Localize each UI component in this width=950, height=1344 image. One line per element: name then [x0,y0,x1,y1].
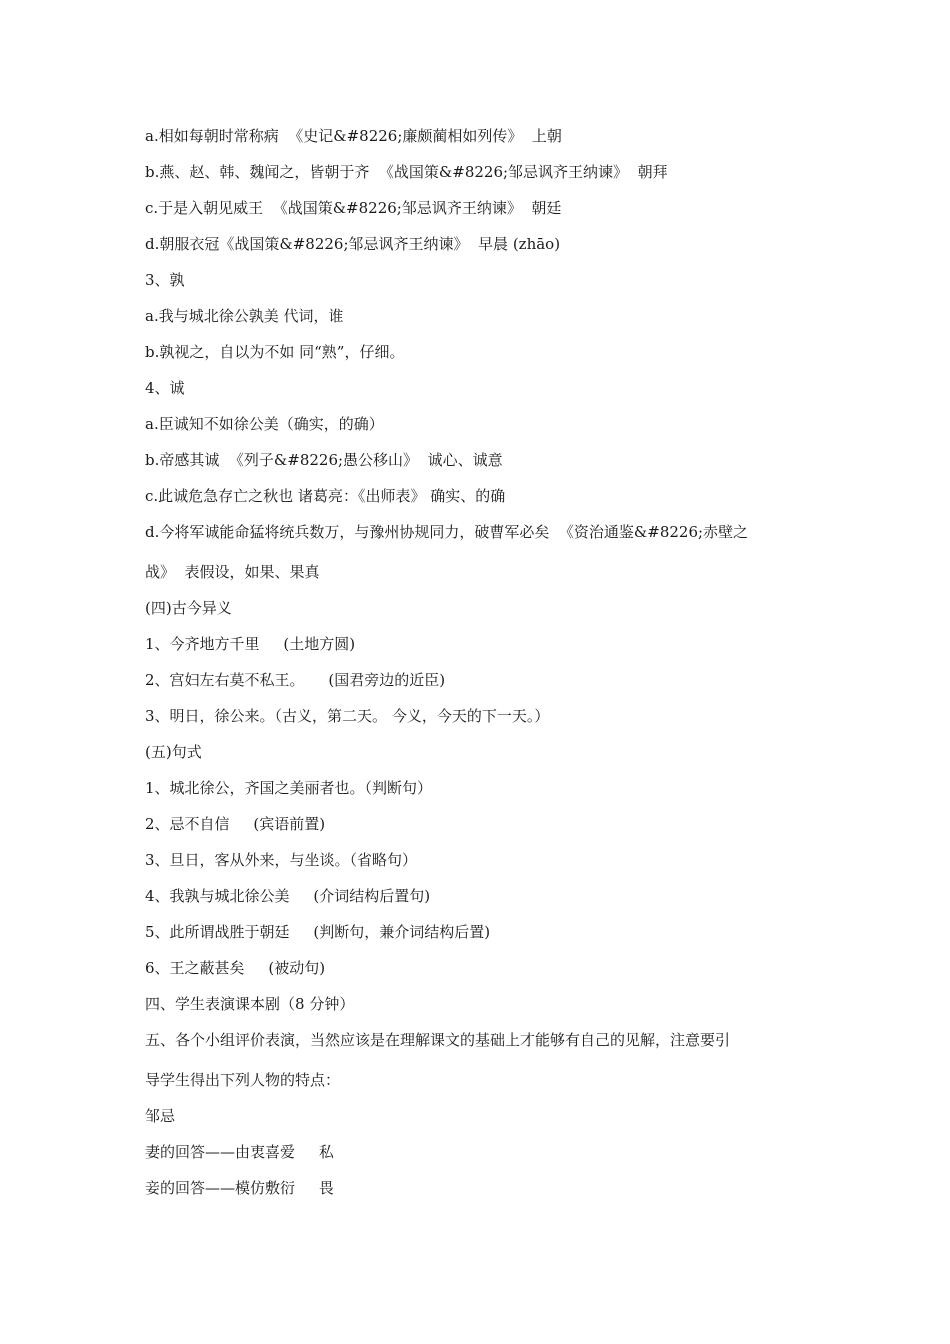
section-heading: 3、孰 [145,271,185,289]
text-line: b.帝感其诚 《列子&#8226;愚公移山》 诚心、诚意 [145,451,503,469]
text-line: 五、各个小组评价表演，当然应该是在理解课文的基础上才能够有自己的见解，注意要引 [145,1031,731,1049]
text-line: 妾的回答——模仿敷衍 畏 [145,1179,334,1197]
text-line: 1、城北徐公，齐国之美丽者也。（判断句） [145,779,433,797]
text-line: 导学生得出下列人物的特点： [145,1071,341,1089]
section-heading: 4、诚 [145,379,185,397]
text-line: 妻的回答——由衷喜爱 私 [145,1143,334,1161]
text-line: 邹忌 [145,1107,176,1125]
text-line: a.相如每朝时常称病 《史记&#8226;廉颇蔺相如列传》 上朝 [145,127,562,145]
text-line: 战》 表假设，如果、果真 [145,563,320,581]
text-line: 2、宫妇左右莫不私王。 (国君旁边的近臣) [145,671,446,689]
section-heading: 四、学生表演课本剧（8 分钟） [145,995,355,1013]
text-line: d.朝服衣冠《战国策&#8226;邹忌讽齐王纳谏》 早晨 (zhāo) [145,235,561,253]
section-heading: (四)古今异义 [145,599,232,617]
text-line: b.燕、赵、韩、魏闻之，皆朝于齐 《战国策&#8226;邹忌讽齐王纳谏》 朝拜 [145,163,668,181]
text-line: 6、王之蔽甚矣 (被动句) [145,959,326,977]
text-line: 1、今齐地方千里 (土地方圆) [145,635,356,653]
text-line: 4、我孰与城北徐公美 (介词结构后置句) [145,887,431,905]
text-line: 5、此所谓战胜于朝廷 (判断句，兼介词结构后置) [145,923,491,941]
section-heading: (五)句式 [145,743,202,761]
text-line: d.今将军诚能命猛将统兵数万，与豫州协规同力，破曹军必矣 《资治通鉴&#8226;赤壁之 [145,523,749,541]
text-line: 2、忌不自信 (宾语前置) [145,815,326,833]
text-line: a.臣诚知不如徐公美（确实，的确） [145,415,384,433]
text-line: b.孰视之，自以为不如 同“熟”，仔细。 [145,343,405,361]
text-line: c.于是入朝见威王 《战国策&#8226;邹忌讽齐王纳谏》 朝廷 [145,199,562,217]
text-line: c.此诚危急存亡之秋也 诸葛亮：《出师表》 确实、的确 [145,487,506,505]
text-line: 3、旦日，客从外来，与坐谈。（省略句） [145,851,418,869]
text-line: a.我与城北徐公孰美 代词，谁 [145,307,344,325]
text-line: 3、明日，徐公来。（古义，第二天。 今义，今天的下一天。） [145,707,550,725]
